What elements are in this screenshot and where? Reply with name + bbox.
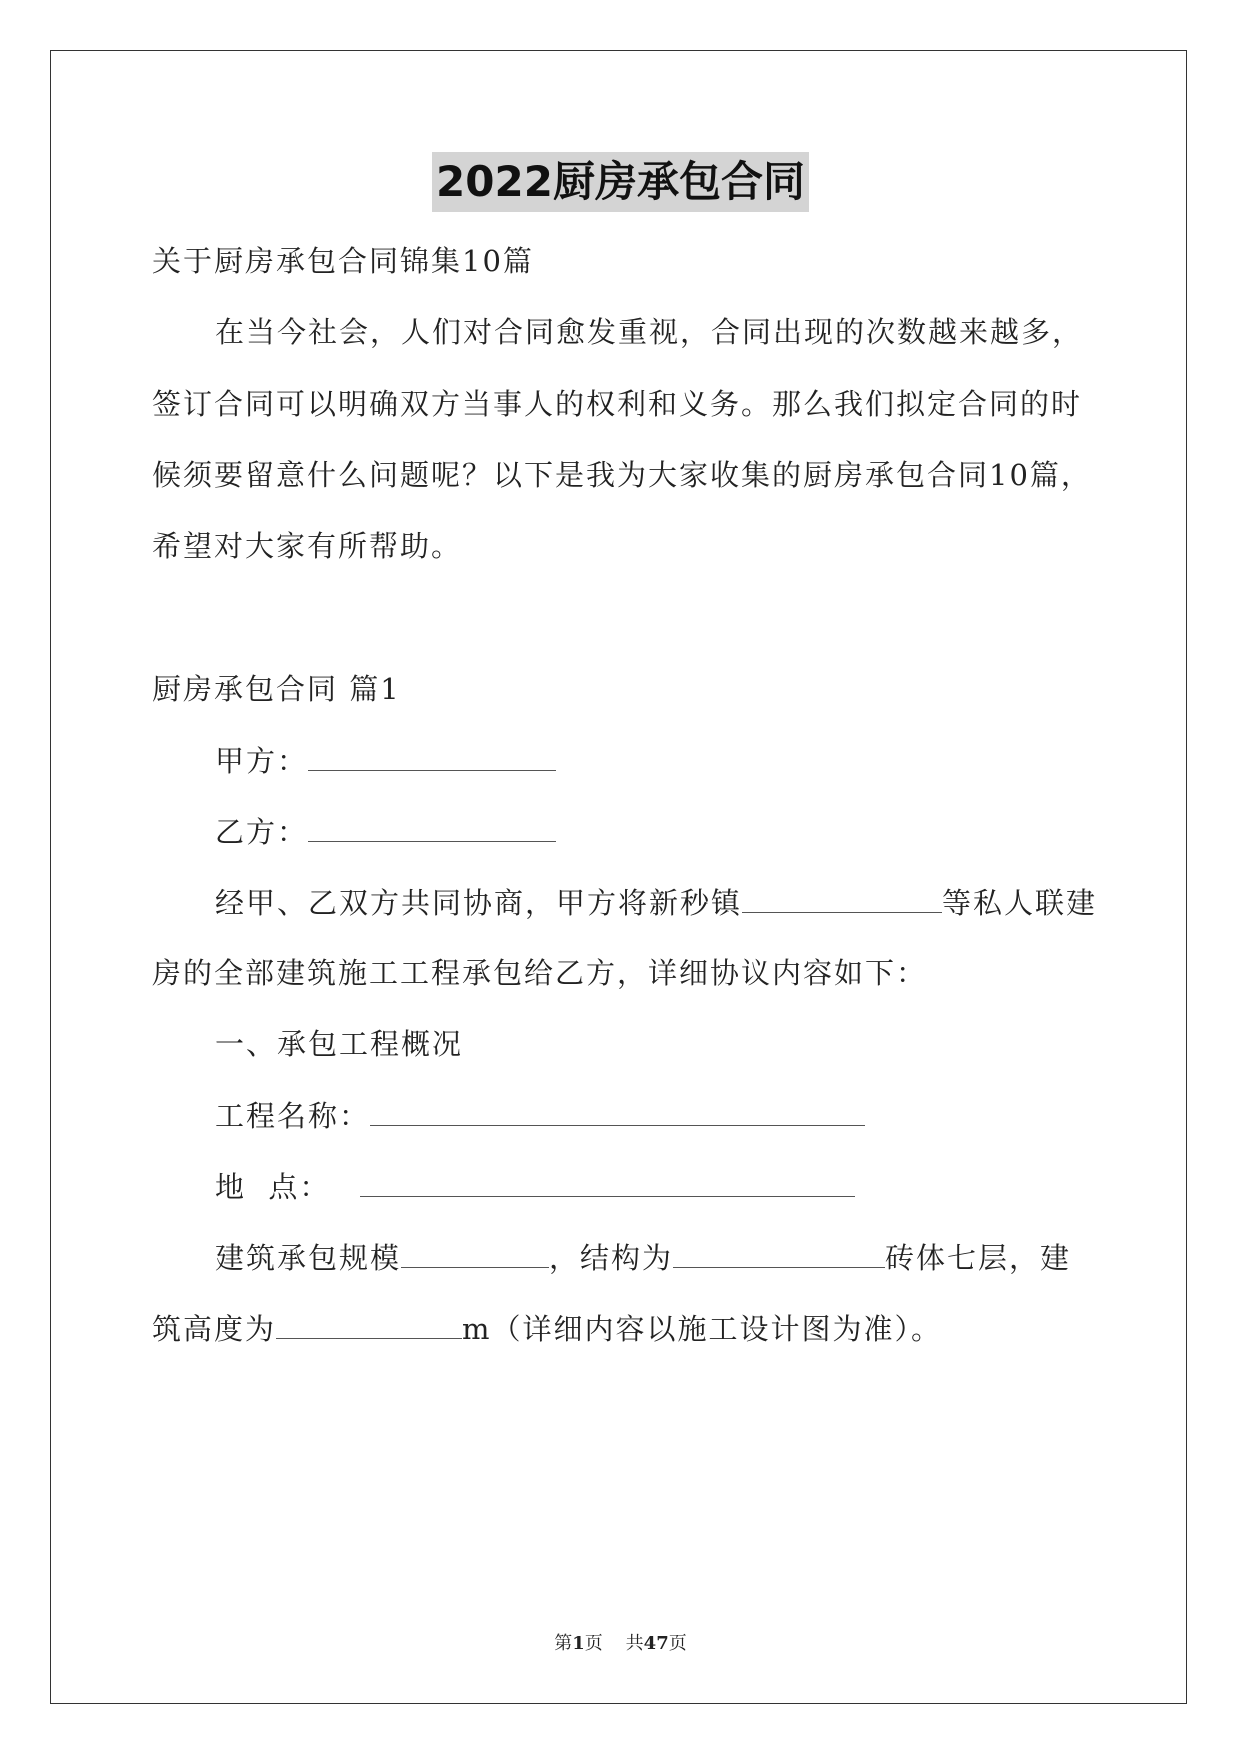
height-text-1: 筑高度为 bbox=[152, 1312, 277, 1346]
intro-line-1: 在当今社会，人们对合同愈发重视，合同出现的次数越来越多， bbox=[215, 315, 1084, 349]
agreement-line-1 bbox=[215, 882, 1097, 923]
total-page-number: 47 bbox=[643, 1633, 669, 1654]
total-suffix: 页 bbox=[668, 1633, 687, 1654]
structure-blank bbox=[673, 1237, 885, 1268]
page-prefix: 第 bbox=[554, 1633, 573, 1654]
location-label: 地 点： bbox=[215, 1170, 331, 1204]
party-a-label: 甲方： bbox=[215, 744, 309, 778]
project-name-blank bbox=[370, 1095, 865, 1126]
document-title: 2022厨房承包合同 bbox=[432, 152, 809, 212]
height-line bbox=[152, 1308, 942, 1349]
party-b-label: 乙方： bbox=[215, 815, 309, 849]
intro-line-2: 签订合同可以明确双方当事人的权利和义务。那么我们拟定合同的时 bbox=[152, 387, 1083, 421]
total-prefix: 共 bbox=[625, 1633, 644, 1654]
document-subtitle: 关于厨房承包合同锦集10篇 bbox=[152, 244, 534, 278]
page-border bbox=[50, 50, 1187, 1704]
location-blank bbox=[360, 1166, 855, 1197]
page-suffix: 页 bbox=[584, 1633, 603, 1654]
page-footer bbox=[0, 1632, 1241, 1656]
party-b-blank bbox=[308, 811, 556, 842]
scale-blank bbox=[401, 1237, 549, 1268]
party-a-line bbox=[215, 740, 556, 781]
scale-text-3: 砖体七层，建 bbox=[885, 1241, 1072, 1275]
agreement-line-2: 房的全部建筑施工工程承包给乙方，详细协议内容如下： bbox=[152, 956, 928, 990]
title-container bbox=[0, 152, 1241, 212]
intro-line-4: 希望对大家有所帮助。 bbox=[152, 529, 463, 563]
party-b-line bbox=[215, 811, 556, 852]
scale-text-1: 建筑承包规模 bbox=[215, 1241, 402, 1275]
height-text-2: m（详细内容以施工设计图为准）。 bbox=[462, 1312, 943, 1346]
party-a-blank bbox=[308, 740, 556, 771]
town-blank bbox=[742, 882, 942, 913]
scale-line bbox=[215, 1237, 1071, 1278]
intro-line-3: 候须要留意什么问题呢？以下是我为大家收集的厨房承包合同10篇， bbox=[152, 458, 1092, 492]
project-name-label: 工程名称： bbox=[215, 1099, 371, 1133]
location-line bbox=[215, 1166, 855, 1207]
project-name-line bbox=[215, 1095, 865, 1136]
agreement-text-b: 等私人联建 bbox=[942, 886, 1098, 920]
scale-text-2: ，结构为 bbox=[549, 1241, 674, 1275]
height-blank bbox=[276, 1308, 462, 1339]
current-page-number: 1 bbox=[572, 1633, 585, 1654]
section-heading: 厨房承包合同 篇1 bbox=[152, 672, 401, 706]
agreement-text-a: 经甲、乙双方共同协商，甲方将新秒镇 bbox=[215, 886, 743, 920]
clause-1-heading: 一、承包工程概况 bbox=[215, 1027, 464, 1061]
